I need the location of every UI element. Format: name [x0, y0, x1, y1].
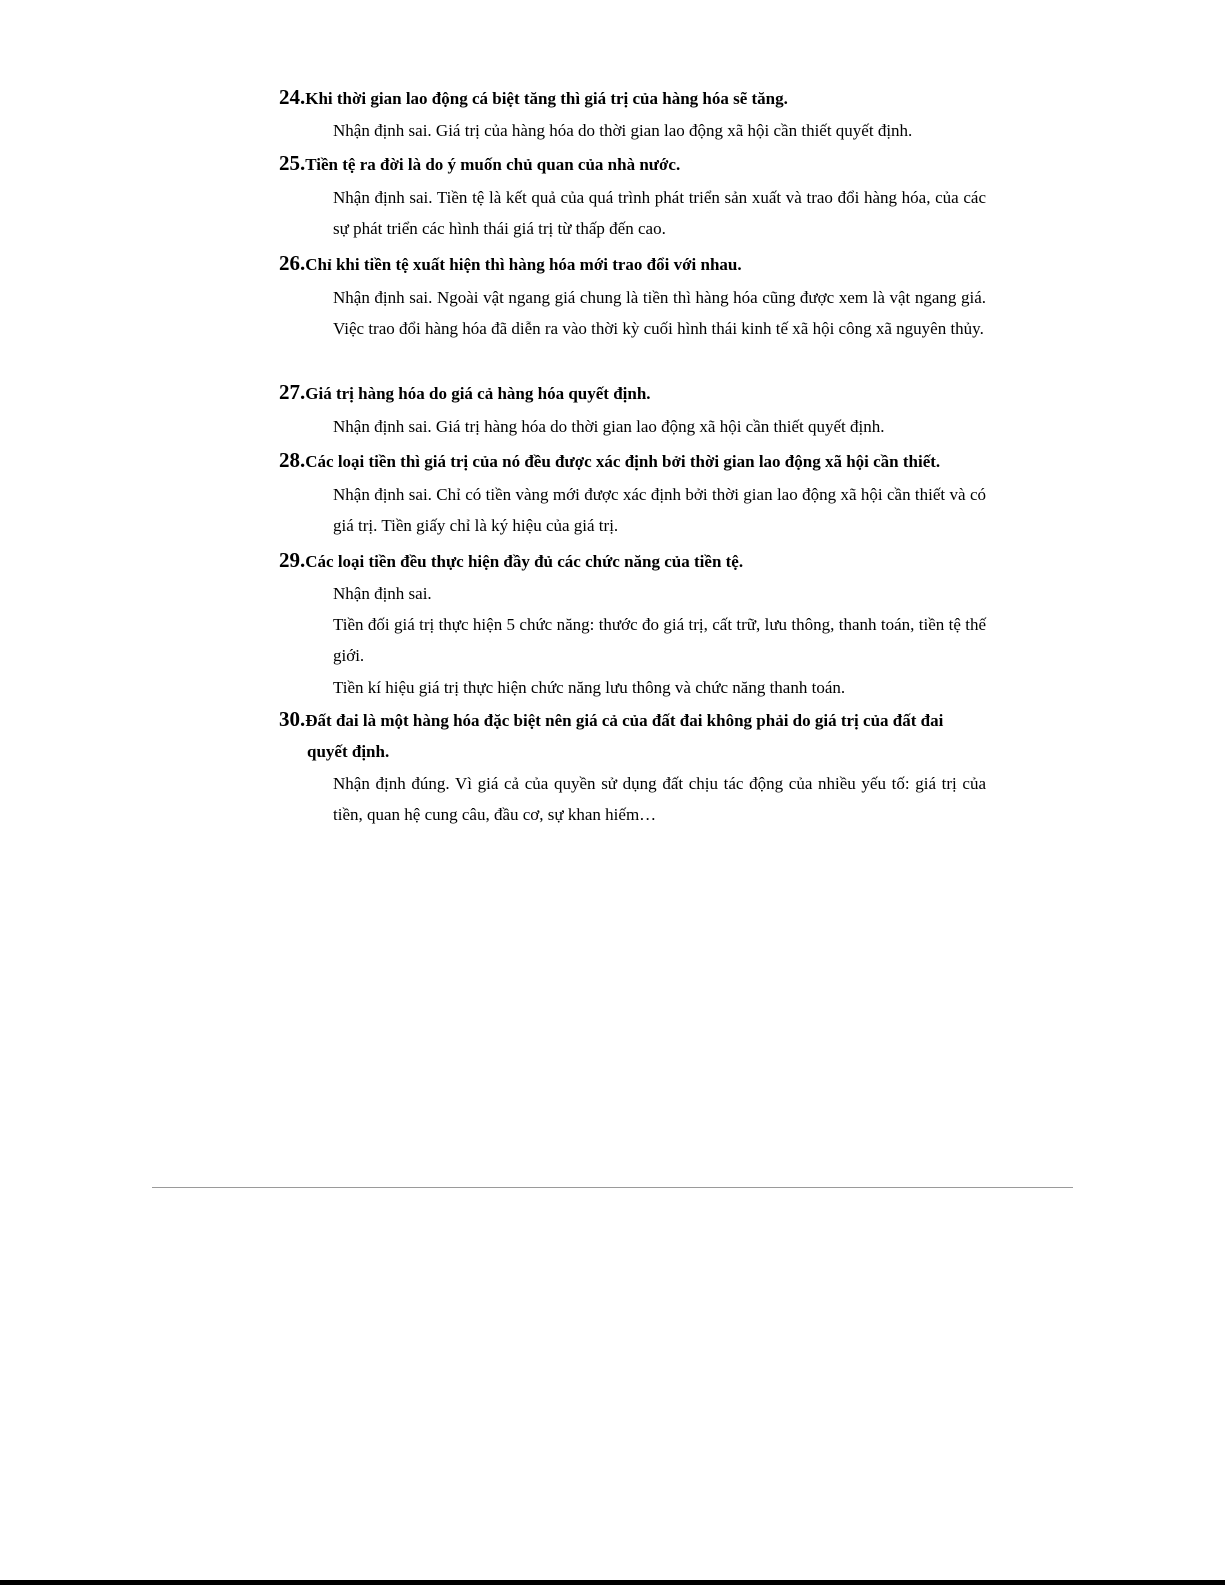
item-number: 28.: [279, 448, 306, 472]
item-26-paragraph: Nhận định sai. Ngoài vật ngang giá chung là tiền thì hàng hóa cũng được xem là vật ngang giá. Việc trao đổi hàng hóa đã diễn ra vào thời kỳ cuối hình thái kinh tế xã hội công xã nguyên thủy.: [333, 288, 986, 338]
item-title-text: Các loại tiền đều thực hiện đầy đủ các chức năng của tiền tệ.: [305, 552, 744, 571]
item-26-title: [279, 248, 999, 280]
page-bottom-edge: [0, 1580, 1225, 1585]
item-number: 30.: [279, 707, 306, 731]
item-28-title: [279, 445, 999, 477]
item-29-paragraph-3: Tiền kí hiệu giá trị thực hiện chức năng lưu thông và chức năng thanh toán.: [333, 678, 846, 697]
item-title-text: Các loại tiền thì giá trị của nó đều được xác định bởi thời gian lao động xã hội cần thiết.: [305, 452, 941, 471]
item-number: 26.: [279, 251, 306, 275]
item-title-text: Giá trị hàng hóa do giá cả hàng hóa quyết định.: [305, 384, 651, 403]
item-24-title: [279, 82, 999, 114]
item-title-text: Chỉ khi tiền tệ xuất hiện thì hàng hóa mới trao đổi với nhau.: [305, 255, 742, 274]
item-title-text: Khi thời gian lao động cá biệt tăng thì giá trị của hàng hóa sẽ tăng.: [305, 89, 788, 108]
item-30-title-continued: quyết định.: [307, 742, 390, 761]
item-number: 24.: [279, 85, 306, 109]
item-28-paragraph: Nhận định sai. Chỉ có tiền vàng mới được xác định bởi thời gian lao động xã hội cần thiết và có giá trị. Tiền giấy chỉ là ký hiệu của giá trị.: [333, 485, 986, 535]
item-27-paragraph: Nhận định sai. Giá trị hàng hóa do thời gian lao động xã hội cần thiết quyết định.: [333, 417, 885, 436]
item-25-paragraph: Nhận định sai. Tiền tệ là kết quả của quá trình phát triển sản xuất và trao đổi hàng hóa, của các sự phát triển các hình thái giá trị từ thấp đến cao.: [333, 188, 986, 238]
item-24-paragraph: Nhận định sai. Giá trị của hàng hóa do thời gian lao động xã hội cần thiết quyết định.: [333, 121, 913, 140]
item-30-paragraph: Nhận định đúng. Vì giá cả của quyền sử dụng đất chịu tác động của nhiều yếu tố: giá trị của tiền, quan hệ cung câu, đầu cơ, sự khan hiếm…: [333, 774, 986, 824]
item-29-paragraph-2: Tiền đối giá trị thực hiện 5 chức năng: thước đo giá trị, cất trữ, lưu thông, thanh toán, tiền tệ thế giới.: [333, 615, 986, 665]
item-29-title: [279, 545, 999, 577]
item-29-paragraph-1: Nhận định sai.: [333, 584, 432, 603]
item-number: 27.: [279, 380, 306, 404]
item-title-text: Tiền tệ ra đời là do ý muốn chủ quan của nhà nước.: [305, 155, 681, 174]
item-30-title: [279, 704, 999, 736]
item-27-title: [279, 377, 999, 409]
item-title-line1: Đất đai là một hàng hóa đặc biệt nên giá cả của đất đai không phải do giá trị của đất đai: [305, 711, 944, 730]
page-divider: [152, 1187, 1073, 1188]
item-25-title: [279, 148, 999, 180]
item-number: 25.: [279, 151, 306, 175]
item-number: 29.: [279, 548, 306, 572]
